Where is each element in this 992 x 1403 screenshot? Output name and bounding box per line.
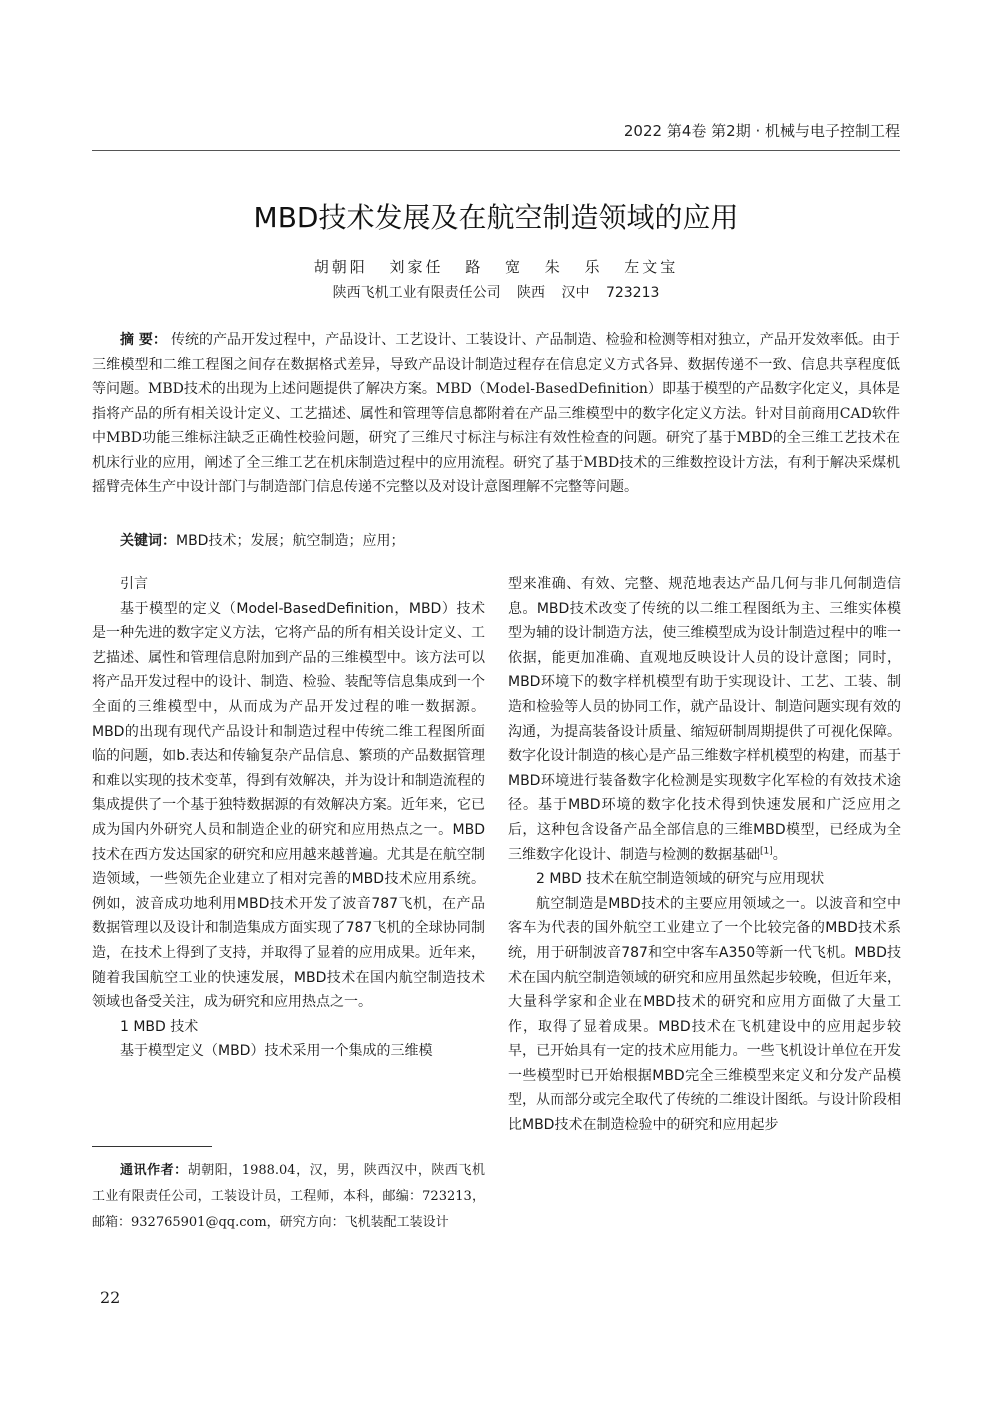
affiliation: 陕西飞机工业有限责任公司 陕西 汉中 723213 (332, 285, 660, 301)
article-title: MBD技术发展及在航空制造领域的应用 (253, 201, 739, 234)
footnote-text: 胡朝阳，1988.04，汉，男，陕西汉中，陕西飞机工业有限责任公司，工装设计员，工程师，本科，邮编：723213，邮箱：932765901@qq.com，研究方向：飞机装配工装设计 (92, 1163, 485, 1230)
left-column (92, 572, 485, 1064)
intro-heading: 引言 (120, 576, 148, 592)
section-2-heading: 2 MBD 技术在航空制造领域的研究与应用现状 (536, 871, 825, 888)
abstract-label: 摘 要： (120, 332, 167, 348)
footnote (92, 1158, 485, 1236)
footnote-rule (92, 1146, 212, 1147)
footnote-label: 通讯作者： (120, 1163, 188, 1178)
section-1-heading: 1 MBD 技术 (120, 1018, 199, 1035)
right-column (508, 572, 901, 1138)
continued-text: 型来准确、有效、完整、规范地表达产品几何与非几何制造信息。MBD技术改变了传统的以二维工程图纸为主、三维实体模型为辅的设计制造方法，使三维模型成为设计制造过程中的唯一依据，能更加准确、直观地反映设计人员的设计意图；同时，MBD环境下的数字样机模型有助于实现设计、工艺、工装、制造和检验等人员的协同工作，就产品设计、制造问题实现有效的沟通，为提高装备设计质量、缩短研制周期提供了可视化保障。数字化设计制造的核心是产品三维数字样机模型的构建，而基于MBD环境进行装备数字化检测是实现数字化军检的有效技术途径。基于MBD环境的数字化技术得到快速发展和广泛应用之后，这种包含设备产品全部信息的三维MBD模型，已经成为全三维数字化设计、制造与检测的数据基础 (508, 576, 901, 863)
keywords-text: MBD技术；发展；航空制造；应用； (176, 533, 405, 549)
keywords (120, 530, 900, 550)
section-2-paragraph: 航空制造是MBD技术的主要应用领域之一。以波音和空中客车为代表的国外航空工业建立了一个比较完备的MBD技术系统，用于研制波音787和空中客车A350等新一代飞机。MBD技术在国内航空制造领域的研究和应用虽然起步较晚，但近年来，大量科学家和企业在MBD技术的研究和应用方面做了大量工作，取得了显着成果。MBD技术在飞机建设中的应用起步较早，已开始具有一定的技术应用能力。一些飞机设计单位在开发一些模型时已开始根据MBD完全三维模型来定义和分发产品模型，从而部分或完全取代了传统的二维设计图纸。与设计阶段相比MBD技术在制造检验中的研究和应用起步 (508, 895, 901, 1134)
citation-1: [1] (760, 845, 773, 856)
abstract-text: 传统的产品开发过程中，产品设计、工艺设计、工装设计、产品制造、检验和检测等相对独立，产品开发效率低。由于三维模型和二维工程图之间存在数据格式差异，导致产品设计制造过程存在信息定义方式各异、数据传递不一致、信息共享程度低等问题。MBD技术的出现为上述问题提供了解决方案。MBD（Model-BasedDefinition）即基于模型的产品数字化定义，具体是指将产品的所有相关设计定义、工艺描述、属性和管理等信息都附着在产品三维模型中的数字化定义方法。针对目前商用CAD软件中MBD功能三维标注缺乏正确性校验问题，研究了三维尺寸标注与标注有效性检查的问题。研究了基于MBD的全三维工艺技术在机床行业的应用，阐述了全三维工艺在机床制造过程中的应用流程。研究了基于MBD技术的三维数控设计方法，有利于解决采煤机摇臂壳体生产中设计部门与制造部门信息传递不完整以及对设计意图理解不完整等问题。 (92, 332, 901, 495)
section-1-paragraph: 基于模型定义（MBD）技术采用一个集成的三维模 (120, 1043, 433, 1060)
continued-paragraph (508, 572, 901, 867)
keywords-label: 关键词： (120, 533, 176, 549)
continued-text-end: 。 (772, 846, 787, 863)
running-head: 2022 第4卷 第2期 · 机械与电子控制工程 (623, 122, 900, 140)
author-list: 胡朝阳 刘家任 路 宽 朱 乐 左文宝 (313, 258, 679, 276)
intro-paragraph: 基于模型的定义（Model-BasedDefinition，MBD）技术是一种先进的数字定义方法，它将产品的所有相关设计定义、工艺描述、属性和管理信息附加到产品的三维模型中。该方法可以将产品开发过程中的设计、制造、检验、装配等信息集成到一个全面的三维模型中，从而成为产品开发过程的唯一数据源。MBD的出现有现代产品设计和制造过程中传统二维工程图所面临的问题，如b.表达和传输复杂产品信息、繁琐的产品数据管理和难以实现的技术变革，得到有效解决，并为设计和制造流程的集成提供了一个基于独特数据源的有效解决方案。近年来，它已成为国内外研究人员和制造企业的研究和应用热点之一。MBD技术在西方发达国家的研究和应用越来越普遍。尤其是在航空制造领域，一些领先企业建立了相对完善的MBD技术应用系统。例如，波音成功地利用MBD技术开发了波音787飞机，在产品数据管理以及设计和制造集成方面实现了787飞机的全球协同制造，在技术上得到了支持，并取得了显着的应用成果。近年来，随着我国航空工业的快速发展，MBD技术在国内航空制造技术领域也备受关注，成为研究和应用热点之一。 (92, 600, 485, 1011)
page-number: 22 (100, 1288, 121, 1307)
header-rule (92, 150, 900, 151)
abstract (92, 328, 900, 500)
